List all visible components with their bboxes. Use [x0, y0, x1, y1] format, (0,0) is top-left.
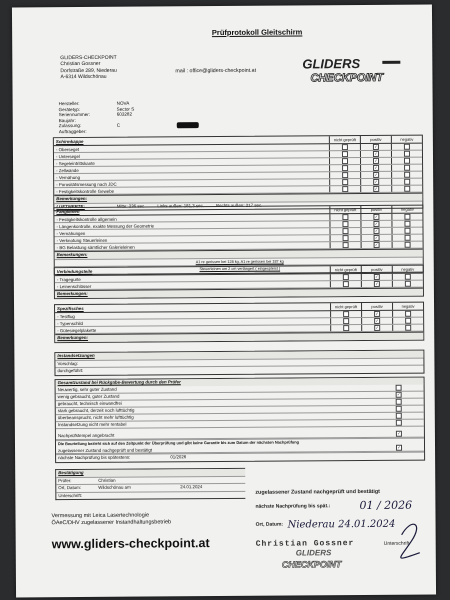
- text-line: Ort, Datum: Wildschönau am 24.01.2024: [56, 483, 245, 492]
- row-label: - Testflug: [57, 313, 75, 319]
- check-cell: [361, 274, 392, 280]
- checkbox: ✓: [375, 317, 379, 323]
- text-line: nächste Nachprüfung bis spätestens: 01/2026: [56, 452, 424, 462]
- check-cell: [360, 172, 391, 178]
- checkbox: ✓: [374, 227, 379, 233]
- checkbox: ✓: [374, 164, 378, 170]
- checkbox: [342, 214, 348, 220]
- checkbox: ✓: [396, 391, 401, 397]
- remarks-label: Bemerkungen:: [55, 332, 423, 342]
- row-label: - Verknotung Steuerleinen: [56, 237, 108, 243]
- check-cell: [329, 228, 360, 234]
- checkbox: [404, 221, 410, 227]
- checkbox: [405, 274, 411, 280]
- section-title: Spezifisches: [57, 305, 84, 312]
- check-cell: [360, 221, 391, 227]
- checkbox: [396, 419, 402, 425]
- protocol-sheet: [12, 5, 436, 598]
- svg-text:zugelassener Zustand nachgeprü: zugelassener Zustand nachgeprüft und bestätigt: [255, 488, 380, 496]
- checkbox: [343, 318, 349, 324]
- checkbox: [343, 274, 349, 280]
- row-label: - Porositätsmessung nach JDC: [56, 181, 117, 187]
- subheading: Gesamtzustand bei Rückgabe-Bewertung durch den Prüfer: [56, 378, 424, 387]
- column-header: positiv: [360, 206, 391, 213]
- checkbox: [396, 398, 402, 404]
- checkbox: [404, 151, 410, 157]
- check-cell: [374, 430, 424, 436]
- check-cell: [392, 274, 423, 280]
- row-label: - Zellwände: [56, 167, 79, 173]
- checkbox: ✓: [374, 220, 379, 226]
- info-key: Seriennummer:: [58, 112, 91, 118]
- row-label: Nachprüfstempel angebracht: [57, 432, 115, 439]
- checkbox: [342, 144, 348, 150]
- checkbox: [404, 172, 410, 178]
- certification-stamp: [251, 483, 432, 580]
- checkbox: ✓: [375, 280, 379, 286]
- check-cell: [361, 318, 392, 324]
- checkbox: [405, 281, 411, 287]
- check-cell: [391, 214, 422, 220]
- text-line: Vorschlag:: [55, 357, 423, 367]
- checkbox: [343, 311, 349, 317]
- row-label: - Festigkeitskontrolle allgemein: [56, 216, 117, 222]
- checkbox: [405, 235, 411, 241]
- checkbox: [343, 235, 349, 241]
- check-cell: [391, 221, 422, 227]
- check-cell: [330, 311, 361, 317]
- info-key: Zulassung:: [58, 123, 82, 129]
- check-cell: [329, 186, 360, 192]
- info-value: C: [116, 123, 121, 129]
- row-label: - Segeleintrittskante: [56, 160, 95, 166]
- svg-text:CHECKPOINT: CHECKPOINT: [281, 559, 342, 570]
- row-label: wenig gebraucht, guter Zustand: [57, 393, 120, 400]
- checkbox: [404, 144, 410, 150]
- check-row: [56, 419, 424, 429]
- row-label: - Leinenschlösser: [56, 283, 92, 289]
- check-cell: [329, 158, 360, 164]
- text-line: Prüfer: Christian: [56, 475, 245, 484]
- remarks-label: Bemerkungen:: [55, 249, 423, 259]
- section-title: Schirmkappe: [55, 138, 84, 145]
- checkbox: [404, 179, 410, 185]
- page-title: Prüfprotokoll Gleitschirm: [211, 27, 303, 38]
- check-cell: [361, 281, 392, 287]
- section-verbindungsteile: [54, 265, 424, 299]
- check-cell: [330, 281, 361, 287]
- check-cell: [329, 179, 360, 185]
- svg-text:GLIDERS: GLIDERS: [302, 56, 361, 72]
- check-cell: [360, 165, 391, 171]
- check-cell: [360, 158, 391, 164]
- svg-text:GLIDERS: GLIDERS: [295, 548, 332, 558]
- check-cell: [391, 172, 422, 178]
- text-line: Steuerleinen um 2 cm verlängert ( eingespleist ): [55, 264, 423, 274]
- checkbox: ✓: [374, 213, 379, 219]
- info-key: Gerätetyp:: [58, 106, 81, 112]
- checkbox: [405, 311, 411, 317]
- checkbox: ✓: [375, 273, 379, 279]
- column-header: nicht geprüft: [329, 206, 360, 213]
- check-cell: [391, 165, 422, 171]
- row-label: stark gebraucht, derzeit noch lufttüchtig: [57, 407, 135, 414]
- check-cell: [374, 384, 424, 390]
- check-cell: [392, 235, 423, 241]
- checkbox: [396, 384, 402, 390]
- checkbox: [343, 325, 349, 331]
- checkbox: [396, 405, 402, 411]
- check-cell: [360, 144, 391, 150]
- column-header: negativ: [391, 206, 422, 213]
- check-cell: [329, 221, 360, 227]
- checkbox: ✓: [375, 324, 379, 330]
- row-label: - Tragegurte: [56, 276, 81, 282]
- column-header: nicht geprüft: [330, 266, 361, 273]
- info-value: 603282: [116, 111, 133, 117]
- checkbox: [404, 158, 410, 164]
- check-cell: [391, 186, 422, 192]
- air-values: LUFTWERTE: Mitte: 236 sec. Links außen: 181,3 sec. Rechts außen: 217 sec.: [54, 200, 422, 210]
- check-cell: [360, 186, 391, 192]
- check-cell: [374, 391, 424, 397]
- checkbox: [342, 186, 348, 192]
- checkbox: [404, 165, 410, 171]
- check-cell: [329, 165, 360, 171]
- row-label: Instandsetzung nicht mehr rentabel: [57, 421, 127, 428]
- row-label: - Vernähungen: [56, 230, 86, 236]
- check-cell: [361, 311, 392, 317]
- svg-text:Christian Gossner: Christian Gossner: [255, 539, 355, 549]
- checkbox: ✓: [374, 234, 379, 240]
- row-label: - Vernähung: [56, 174, 81, 180]
- column-header: nicht geprüft: [330, 303, 361, 310]
- checkbox: [342, 228, 348, 234]
- check-cell: [374, 412, 424, 418]
- check-cell: [329, 214, 360, 220]
- section-title: Verbindungsteile: [56, 268, 93, 275]
- footer-info: Vermessung mit Leica Lasertechnologie ÖAeC/DHV zugelassener Instandhaltungsbetrieb: [51, 512, 172, 527]
- column-header: positiv: [361, 303, 392, 310]
- check-cell: [361, 235, 392, 241]
- info-key: Baujahr:: [58, 117, 76, 123]
- column-header: negativ: [392, 266, 423, 273]
- check-cell: [391, 228, 422, 234]
- row-label: gebraucht, technisch einwandfrei: [57, 400, 122, 407]
- svg-text:01 / 2026: 01 / 2026: [359, 498, 413, 513]
- checkbox: ✓: [374, 185, 378, 191]
- remarks-label: Bemerkungen:: [54, 193, 422, 203]
- check-cell: [374, 405, 424, 411]
- checkbox: [405, 318, 411, 324]
- svg-text:Ort, Datum:: Ort, Datum:: [255, 521, 284, 528]
- row-label: - Untersegel: [55, 153, 80, 159]
- check-cell: [361, 325, 392, 331]
- device-info: [59, 100, 199, 135]
- remarks-label: Bemerkungen:: [55, 288, 423, 298]
- info-value: Sector S: [116, 106, 135, 112]
- column-header: negativ: [392, 303, 423, 310]
- text-line: Unterschrift:: [56, 490, 245, 499]
- check-cell: [330, 318, 361, 324]
- checkbox: [342, 151, 348, 157]
- checkbox: [405, 242, 411, 248]
- check-cell: [329, 144, 360, 150]
- subheading: Bestätigung: [56, 469, 245, 477]
- check-cell: [330, 274, 361, 280]
- section-instandsetzungen: [54, 350, 424, 376]
- info-value: [117, 129, 177, 135]
- check-cell: [329, 151, 360, 157]
- row-label: - Typenschild: [57, 320, 83, 326]
- check-cell: [330, 242, 361, 248]
- checkbox: [342, 158, 348, 164]
- check-cell: [391, 151, 422, 157]
- check-cell: [374, 419, 424, 425]
- checkbox: ✓: [374, 241, 379, 247]
- text-line: Die Beurteilung bezieht sich auf den Zeitpunkt der Überprüfung und gibt keine Garantie bis zum Datum der nächsten Nachprüfung: [56, 437, 424, 447]
- checkbox: ✓: [375, 310, 379, 316]
- checkbox: [404, 214, 410, 220]
- section-title: Fangleinen: [56, 209, 80, 215]
- checkbox: ✓: [397, 430, 401, 436]
- text-line: durchgeführt:: [55, 365, 423, 375]
- checkbox: [342, 165, 348, 171]
- check-cell: [361, 242, 392, 248]
- checkbox: [404, 228, 410, 234]
- check-cell: [360, 228, 391, 234]
- check-cell: [392, 318, 423, 324]
- column-header: positiv: [361, 266, 392, 273]
- row-label: - Oberseget: [55, 146, 80, 152]
- check-cell: [360, 179, 391, 185]
- subheading: Instandsetzungen: [55, 351, 423, 360]
- section-schirmkappe: [53, 135, 424, 215]
- check-cell: [330, 325, 361, 331]
- row-label: - Festigkeitskontrolle Gewebe: [56, 188, 115, 194]
- info-key: Auftraggeber:: [58, 129, 87, 135]
- section-spezifisches: [54, 302, 424, 343]
- row-label: zugelassener Zustand nachgeprüft und bestätigt: [58, 447, 153, 453]
- row-label: Neuwertig, sehr guter Zustand: [57, 386, 117, 393]
- column-header: nicht geprüft: [329, 136, 360, 143]
- redaction-bar: [177, 123, 199, 129]
- checkbox: ✓: [374, 143, 378, 149]
- checkbox: [342, 172, 348, 178]
- svg-text:nächste Nachprüfung bis spät.:: nächste Nachprüfung bis spät.:: [255, 503, 331, 510]
- section-bestaetigung: [55, 468, 245, 500]
- check-cell: [329, 172, 360, 178]
- checkbox: [342, 221, 348, 227]
- info-key: Hersteller:: [58, 101, 80, 107]
- column-header: positiv: [360, 136, 391, 143]
- checkbox: ✓: [374, 171, 378, 177]
- check-cell: [391, 179, 422, 185]
- check-cell: [392, 242, 423, 248]
- check-cell: [392, 311, 423, 317]
- checkbox: [343, 281, 349, 287]
- checkbox: [343, 242, 349, 248]
- check-cell: [360, 214, 391, 220]
- column-header: negativ: [391, 136, 422, 143]
- check-cell: [374, 445, 424, 451]
- check-cell: [374, 398, 424, 404]
- row-label: - BG Belastung sämtlicher Galerieleinen: [56, 244, 135, 250]
- company-mail: mail : office@gliders-checkpoint.at: [175, 67, 257, 75]
- check-cell: [391, 158, 422, 164]
- section-gesamtzustand: [55, 377, 426, 463]
- info-value: NOVA: [116, 100, 130, 106]
- svg-text:Niederau 24.01.2024: Niederau 24.01.2024: [287, 518, 396, 531]
- check-cell: [392, 281, 423, 287]
- checkbox: ✓: [374, 150, 378, 156]
- row-label: - Längenkontrolle, exakte Messung der Geometrie: [56, 222, 155, 229]
- checkbox: ✓: [397, 444, 401, 450]
- checkbox: [404, 186, 410, 192]
- svg-text:CHECKPOINT: CHECKPOINT: [310, 71, 384, 85]
- row-label: überbeansprucht, nicht mehr lufttüchtig: [57, 414, 134, 421]
- checkbox: ✓: [374, 178, 378, 184]
- text-line: A1 re gerissen bei 128 kg, A1 re gerissen bei 187 kg: [55, 256, 423, 266]
- svg-text:Unterschrift: Unterschrift: [383, 540, 410, 547]
- check-cell: [391, 144, 422, 150]
- checkbox: [396, 412, 402, 418]
- website-link[interactable]: www.gliders-checkpoint.at: [51, 536, 210, 552]
- check-cell: [392, 325, 423, 331]
- company-address: GLIDERS-CHECKPOINT Christian Gossner Dorfstraße 289, Niederau A-6314 Wildschönau: [60, 54, 117, 81]
- checkbox: ✓: [374, 157, 378, 163]
- checkbox: [405, 325, 411, 331]
- gliders-checkpoint-logo: [300, 55, 410, 86]
- info-row: [59, 129, 199, 136]
- check-cell: [360, 151, 391, 157]
- checkbox: [342, 179, 348, 185]
- check-cell: [330, 235, 361, 241]
- row-label: - Gütesiegelplakette: [57, 327, 97, 333]
